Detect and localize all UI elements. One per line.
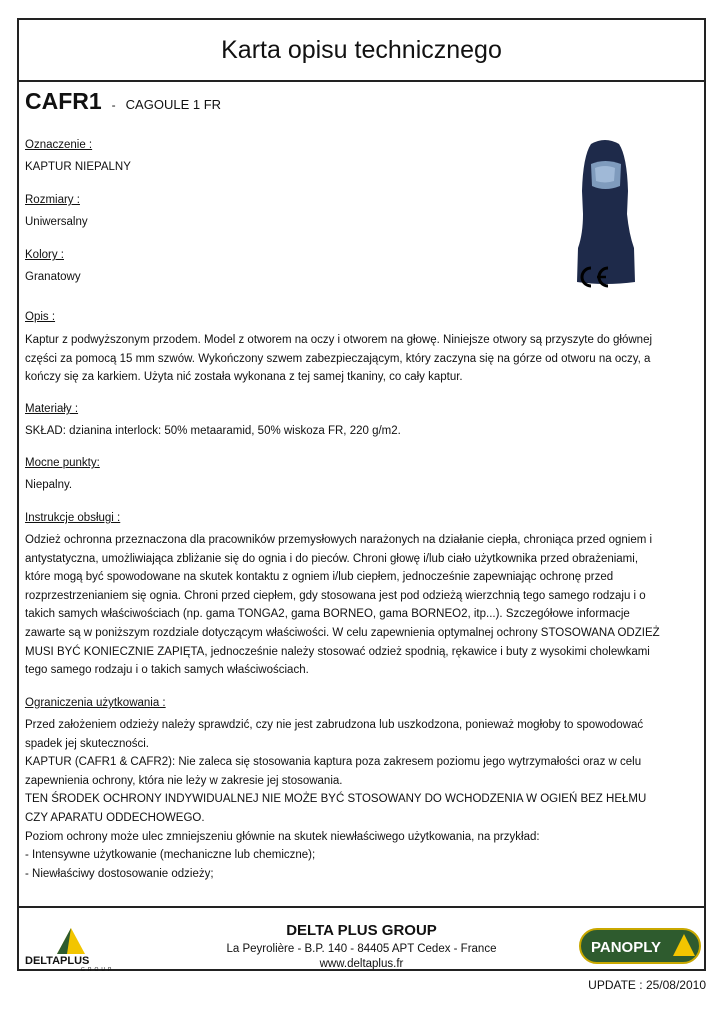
materials-label: Materiały : <box>25 403 79 415</box>
product-name: CAGOULE 1 FR <box>125 97 222 112</box>
instructions-line: antystatyczna, umożliwiająca zbliżanie się do ognia i do pieców. Chroni głowę i/lub ciało użytkownika przed obrażeniami, <box>25 552 639 565</box>
limitations-line: - Intensywne użytkowanie (mechaniczne lub chemiczne); <box>25 849 316 862</box>
company-website: www.deltaplus.fr <box>319 958 404 970</box>
instructions-label: Instrukcje obsługi : <box>25 512 121 524</box>
limitations-line: Poziom ochrony może ulec zmniejszeniu głównie na skutek niewłaściwego użytkowania, na przykład: <box>25 830 540 843</box>
limitations-line: spadek jej skuteczności. <box>25 737 150 750</box>
product-heading <box>25 88 221 115</box>
description-line: Kaptur z podwyższonym przodem. Model z otworem na oczy i otworem na głowę. Niniejsze otwory są przyszyte do głównej <box>25 334 653 346</box>
deltaplus-logo-word: DELTAPLUS <box>25 955 90 967</box>
limitations-line: zapewnienia ochrony, która nie leży w zakresie jej stosowania. <box>25 774 343 787</box>
update-date: UPDATE : 25/08/2010 <box>588 978 706 992</box>
footer <box>19 906 704 973</box>
instructions-text <box>25 531 701 680</box>
description-label: Opis : <box>25 311 56 323</box>
panoply-logo <box>579 928 701 964</box>
panoply-logo-word: PANOPLY <box>591 939 662 956</box>
instructions-line: takich samych właściwościach (np. gama TONGA2, gama BORNEO, gama BORNEO2, itp...). Szczegółowe informacje <box>25 608 630 621</box>
sizes-value: Uniwersalny <box>25 216 88 228</box>
materials-value: SKŁAD: dzianina interlock: 50% metaaramid, 50% wiskoza FR, 220 g/m2. <box>25 425 401 437</box>
description-text <box>25 331 701 387</box>
instructions-line: rozprzestrzenianiem się ognia. Chroni przed ciepłem, gdy stosowana jest pod odzieżą wierzchnią tego samego rodzaju i o <box>25 589 646 602</box>
instructions-line: MUSI BYĆ KONIECZNIE ZAPIĘTA, jednocześnie należy stosować odzież spodnią, rękawice i buty z wysokimi cholewkami <box>25 645 650 658</box>
limitations-line: Przed założeniem odzieży należy sprawdzić, czy nie jest zabrudzona lub uszkodzona, ponieważ mogłoby to spowodować <box>25 719 644 731</box>
limitations-text <box>25 716 701 883</box>
limitations-line: - Niewłaściwy dostosowanie odzieży; <box>25 867 214 880</box>
instructions-line: Odzież ochronna przeznaczona dla pracowników przemysłowych narażonych na działanie ciepła, chroniąca przed ogniem i <box>25 534 653 546</box>
title-bar <box>19 20 704 82</box>
company-name: DELTA PLUS GROUP <box>286 922 437 939</box>
limitations-line: KAPTUR (CAFR1 & CAFR2): Nie zaleca się stosowania kaptura poza zakresem poziomu jego wytrzymałości oraz w celu <box>25 756 642 769</box>
product-code: CAFR1 <box>25 88 102 114</box>
limitations-label: Ograniczenia użytkowania : <box>25 697 166 709</box>
designation-value: KAPTUR NIEPALNY <box>25 161 131 173</box>
description-line: części za pomocą 15 mm szwów. Wykończony szwem zabezpieczającym, który zaczyna się na górze od otworu na oczy, a <box>25 352 651 365</box>
page-title: Karta opisu technicznego <box>221 36 502 64</box>
colors-value: Granatowy <box>25 271 81 283</box>
ce-mark-icon <box>576 264 612 290</box>
instructions-line: tego samego rodzaju i o takich samych właściwościach. <box>25 664 309 677</box>
sizes-label: Rozmiary : <box>25 194 80 206</box>
strengths-label: Mocne punkty: <box>25 457 100 469</box>
instructions-line: zawarte są w poniższym rozdziale dotyczącym właściwości. W celu zapewnienia optymalnej ochrony STOSOWANA ODZIEŻ <box>25 626 660 639</box>
datasheet-frame <box>17 18 706 971</box>
designation-label: Oznaczenie : <box>25 139 93 151</box>
limitations-line: CZY APARATU ODDECHOWEGO. <box>25 811 205 824</box>
product-separator: - <box>111 98 116 112</box>
colors-label: Kolory : <box>25 249 64 261</box>
description-line: kończy się za karkiem. Użyta nić została wykonana z tej samej tkaniny, co cały kaptur. <box>25 371 463 384</box>
limitations-line: TEN ŚRODEK OCHRONY INDYWIDUALNEJ NIE MOŻE BYĆ STOSOWANY DO WCHODZENIA W OGIEŃ BEZ HEŁMU <box>25 793 647 806</box>
strengths-value: Niepalny. <box>25 479 73 491</box>
deltaplus-logo-sub: GROUP <box>81 967 115 972</box>
company-address: La Peyrolière - B.P. 140 - 84405 APT Cedex - France <box>226 943 497 955</box>
instructions-line: które mogą być spowodowane na skutek kontaktu z ogniem i/lub ciepłem, jednocześnie zapewniając ochronę przed <box>25 571 614 584</box>
